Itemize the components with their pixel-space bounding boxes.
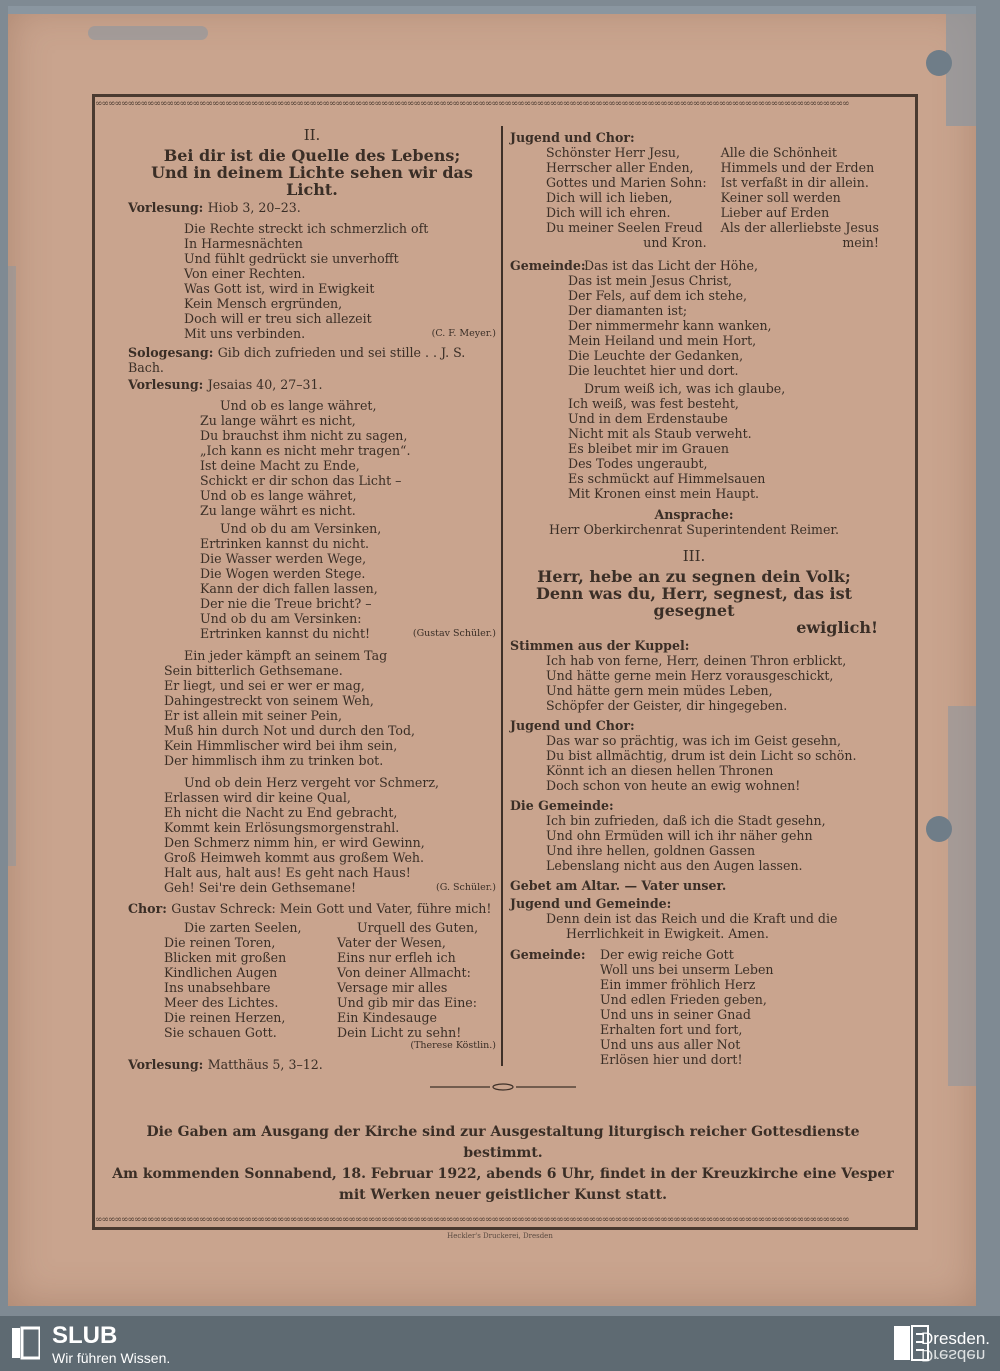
attribution: (Therese Köstlin.) [410, 1040, 496, 1051]
border-pattern-bottom: ∞∞∞∞∞∞∞∞∞∞∞∞∞∞∞∞∞∞∞∞∞∞∞∞∞∞∞∞∞∞∞∞∞∞∞∞∞∞∞∞∞∞∞∞∞∞∞∞∞∞∞∞∞∞∞∞∞∞∞∞∞∞∞∞∞∞∞∞∞∞∞∞∞∞∞∞∞∞∞∞∞∞∞∞∞∞∞∞∞∞∞∞∞∞∞∞∞∞∞∞∞∞∞∞∞∞∞∞∞∞∞∞∞∞∞∞ [95, 1215, 849, 1225]
doxology: Denn dein ist das Reich und die Kraft und die Herrlichkeit in Ewigkeit. Amen. [546, 911, 838, 941]
torn-edge [8, 266, 16, 866]
reading-3: Vorlesung: Matthäus 5, 3–12. [128, 1057, 323, 1072]
attribution: (G. Schüler.) [436, 882, 496, 893]
congregation-heading-2: Die Gemeinde: [510, 798, 614, 813]
youth-choir-heading: Jugend und Chor: [510, 130, 635, 145]
column-divider [501, 126, 503, 1066]
library-branding-bar [0, 1316, 1000, 1371]
closing-hymn: Gemeinde: Der ewig reiche Gott Woll uns bei unserm Leben Ein immer fröhlich Herz Und edlen Frieden geben, Und uns in seiner Gnad Erhalten fort und fort, Und uns aus aller Not Erlösen hier und dort! [510, 947, 774, 1067]
footer-line: Die Gaben am Ausgang der Kirche sind zur Ausgestaltung liturgisch reicher Gottesdienste bestimmt. [146, 1124, 860, 1161]
slub-name: SLUB [52, 1322, 118, 1349]
torn-edge [948, 706, 976, 1086]
youth-choir-heading-2: Jugend und Chor: [510, 718, 635, 733]
punch-hole [926, 816, 952, 842]
section-number: III. [682, 547, 706, 565]
punch-hole [926, 50, 952, 76]
poem-meyer: Die Rechte streckt ich schmerzlich oft In Harmesnächten Und fühlt gedrückt sie unverhofft Von einer Rechten. Was Gott ist, wird in Ewigkeit Kein Mensch ergründen, Doch will er treu sich allezeit Mit uns verbinden. (C. F. Meyer.) [184, 221, 496, 341]
dome-voices-verse: Ich hab von ferne, Herr, deinen Thron erblickt, Und hätte gerne mein Herz vorausgeschickt, Und hätte gern mein müdes Leben, Schöpfer der Geister, dir hingegeben. [546, 653, 847, 713]
attribution: (Gustav Schüler.) [412, 628, 496, 639]
youth-choir-verses [546, 145, 878, 250]
dresden-wordmark: Dresden. Dresden [921, 1329, 990, 1365]
torn-edge [8, 6, 976, 14]
address-speaker: Herr Oberkirchenrat Superintendent Reimer. [548, 522, 840, 537]
choir-verse-right: Urquell des Guten, Vater der Wesen, Eins nur erfleh ich Von deiner Allmacht: Versage mir alles Und gib mir das Eine: Ein Kindesauge Dein Licht zu sehn! [337, 920, 479, 1040]
choir-verses [164, 920, 496, 1040]
choir-heading: Chor: Gustav Schreck: Mein Gott und Vater, führe mich! [128, 901, 492, 916]
congregation-hymn: Gemeinde: Das ist das Licht der Höhe, Das ist mein Jesus Christ, Der Fels, auf dem ich stehe, Der diamanten ist; Der nimmermehr kann wanken, Mein Heiland und mein Hort, Die Leuchte der Gedanken, Die leuchtet hier und dort. Drum weiß ich, was ich glaube, Ich weiß, was fest besteht, Und in dem Erdenstaube Nicht mit als Staub verweht. Es bleibet mir im Grauen Des Todes ungeraubt, Es schmückt auf Himmelsauen Mit Kronen einst mein Haupt. [510, 258, 786, 501]
section-number: II. [303, 126, 321, 144]
footer-line: mit Werken neuer geistlicher Kunst statt. [339, 1187, 667, 1203]
youth-choir-right: Alle die Schönheit Himmels und der Erden Ist verfaßt in dir allein. Keiner soll werden Lieber auf Erden Als der allerliebste Jesus mein! [720, 145, 879, 250]
attribution: (C. F. Meyer.) [431, 328, 496, 339]
footer-notes [108, 1122, 898, 1206]
prayer-line: Gebet am Altar. — Vater unser. [510, 878, 727, 893]
printer-imprint: Heckler's Druckerei, Dresden [447, 1232, 553, 1240]
youth-choir-left: Schönster Herr Jesu, Herrscher aller Enden, Gottes und Marien Sohn: Dich will ich lieben, Dich will ich ehren. Du meiner Seelen Freud und Kron. [546, 145, 707, 250]
divider-ornament [430, 1083, 576, 1091]
youth-choir-verse-2: Das war so prächtig, was ich im Geist gesehn, Du bist allmächtig, drum ist dein Licht so schön. Könnt ich an diesen hellen Thronen Doch schon von heute an ewig wohnen! [546, 733, 857, 793]
slub-logo-icon [12, 1326, 40, 1360]
poem-gethsemane: Ein jeder kämpft an seinem Tag Sein bitterlich Gethsemane. Er liegt, und sei er wer er mag, Dahingestreckt von seinem Weh, Er ist allein mit seiner Pein, Muß hin durch Not und durch den Tod, Kein Himmlischer wird bei ihm sein, Der himmlisch ihm zu trinken bot. Und ob dein Herz vergeht vor Schmerz, Erlassen wird dir keine Qual, Eh nicht die Nacht zu End gebracht, Kommt kein Erlösungsmorgenstrahl. Den Schmerz nimm hin, er wird Gewinn, Groß Heimweh kommt aus großem Weh. Halt aus, halt aus! Es geht nach Haus! Geh! Sei're dein Gethsemane! (G. Schüler.) [164, 648, 496, 895]
torn-edge [88, 26, 208, 40]
poem-schueler: Und ob es lange währet, Zu lange währt es nicht, Du brauchst ihm nicht zu sagen, „Ich kann es nicht mehr tragen“. Ist deine Macht zu Ende, Schickt er dir schon das Licht – Und ob es lange währet, Zu lange währt es nicht. Und ob du am Versinken, Ertrinken kannst du nicht. Die Wasser werden Wege, Die Wogen werden Stege. Kann der dich fallen lassen, Der nie die Treue bricht? – Und ob du am Versinken: Ertrinken kannst du nicht! (Gustav Schüler.) [200, 398, 496, 641]
left-column [128, 128, 496, 1072]
border-pattern-top: ∞∞∞∞∞∞∞∞∞∞∞∞∞∞∞∞∞∞∞∞∞∞∞∞∞∞∞∞∞∞∞∞∞∞∞∞∞∞∞∞∞∞∞∞∞∞∞∞∞∞∞∞∞∞∞∞∞∞∞∞∞∞∞∞∞∞∞∞∞∞∞∞∞∞∞∞∞∞∞∞∞∞∞∞∞∞∞∞∞∞∞∞∞∞∞∞∞∞∞∞∞∞∞∞∞∞∞∞∞∞∞∞∞∞∞∞ [95, 99, 849, 109]
motto: Bei dir ist die Quelle des Lebens; Und in deinem Lichte sehen wir das Licht. [151, 146, 473, 199]
choir-verse-left: Die zarten Seelen, Die reinen Toren, Blicken mit großen Kindlichen Augen Ins unabsehbare Meer des Lichtes. Die reinen Herzen, Sie schauen Gott. [164, 920, 302, 1040]
address-heading: Ansprache: [654, 507, 734, 522]
congregation-verse-2: Ich bin zufrieden, daß ich die Stadt gesehn, Und ohn Ermüden will ich ihr näher gehn Und ihre hellen, goldnen Gassen Lebenslang nicht aus den Augen lassen. [546, 813, 826, 873]
dome-voices-heading: Stimmen aus der Kuppel: [510, 638, 690, 653]
footer-line: Am kommenden Sonnabend, 18. Februar 1922, abends 6 Uhr, findet in der Kreuzkirche eine Vesper [112, 1166, 894, 1182]
motto: Herr, hebe an zu segnen dein Volk; Denn was du, Herr, segnest, das ist gesegnet ewiglich! [535, 567, 878, 637]
solo-song: Sologesang: Gib dich zufrieden und sei stille . . J. S. Bach. [128, 345, 466, 375]
right-column [510, 128, 878, 1067]
slub-tagline: Wir führen Wissen. [52, 1350, 171, 1366]
reading-2: Vorlesung: Jesaias 40, 27–31. [128, 377, 323, 392]
youth-congregation-heading: Jugend und Gemeinde: [510, 896, 672, 911]
reading-1: Vorlesung: Hiob 3, 20–23. [128, 200, 301, 215]
